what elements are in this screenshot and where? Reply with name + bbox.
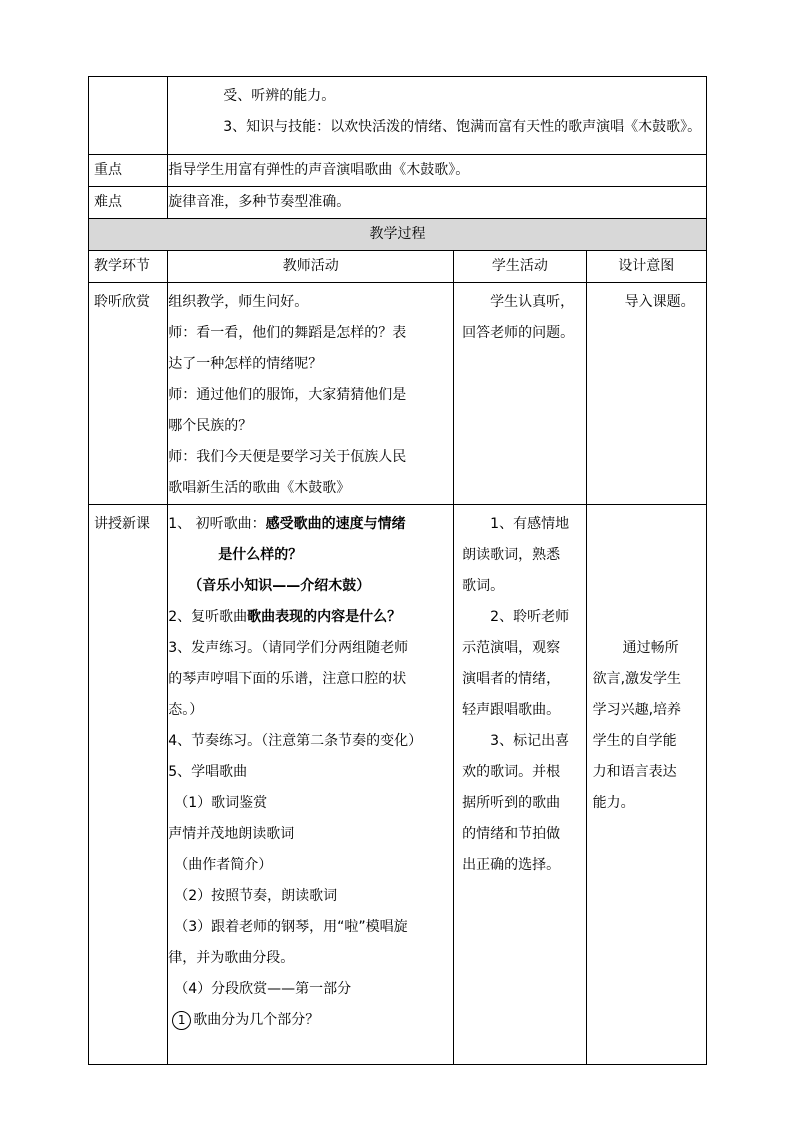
design-line: 学习兴趣,培养	[592, 702, 682, 718]
process-title-row	[89, 219, 707, 251]
step-3c: 态。）	[168, 702, 204, 718]
circled-number: 1	[172, 1011, 191, 1030]
step-5-1a: 声情并茂地朗读歌词	[168, 826, 295, 842]
goal-line-1: 受、听辨的能力。	[223, 88, 336, 104]
teacher-line: 师：看一看，他们的舞蹈是怎样的？表	[168, 325, 407, 341]
goal-line-2: 3、知识与技能：以欢快活泼的情绪、饱满而富有天性的歌声演唱《木鼓歌》。	[223, 119, 702, 135]
step-1-note: （音乐小知识——介绍木鼓）	[188, 578, 371, 594]
teacher-line: 师：通过他们的服饰，大家猜猜他们是	[168, 387, 407, 403]
step-5: 5、学唱歌曲	[168, 764, 248, 780]
new-lesson-stage: 讲授新课	[89, 505, 168, 1065]
listening-teacher-cell	[168, 283, 454, 505]
student-line: 回答老师的问题。	[462, 325, 575, 341]
student-line: 2、聆听老师	[490, 609, 570, 625]
student-line: 学生认真听，	[490, 294, 575, 310]
student-line: 轻声跟唱歌曲。	[462, 702, 561, 718]
step-5-3b: 律，并为歌曲分段。	[168, 950, 295, 966]
step-5-4: （4）分段欣赏——第一部分	[174, 981, 352, 997]
student-line: 朗读歌词，熟悉	[462, 547, 561, 563]
student-line: 欢的歌词。并根	[462, 764, 561, 780]
step-1-cont: 是什么样的？	[218, 547, 303, 563]
student-line: 3、标记出喜	[490, 733, 570, 749]
teacher-line: 组织教学，师生问好。	[168, 294, 309, 310]
difficulty-row	[89, 187, 707, 219]
step-5-1b: （曲作者简介）	[174, 857, 273, 873]
key-point-text: 指导学生用富有弹性的声音演唱歌曲《木鼓歌》。	[168, 155, 707, 187]
header-design: 设计意图	[586, 251, 706, 283]
student-line: 的情绪和节拍做	[462, 826, 561, 842]
design-line: 学生的自学能	[592, 733, 677, 749]
new-lesson-student-cell	[454, 505, 586, 1065]
step-3b: 的琴声哼唱下面的乐谱，注意口腔的状	[168, 671, 407, 687]
goals-row	[89, 77, 707, 155]
teacher-line: 师：我们今天便是要学习关于佤族人民	[168, 449, 407, 465]
student-line: 歌词。	[462, 578, 505, 594]
listening-row	[89, 283, 707, 505]
step-5-3: （3）跟着老师的钢琴，用“啦”模唱旋	[174, 919, 408, 935]
student-line: 1、有感情地	[490, 516, 570, 532]
teacher-line: 歌唱新生活的歌曲《木鼓歌》	[168, 480, 351, 496]
lesson-plan-table	[88, 76, 707, 1065]
listening-design-cell: 导入课题。	[586, 283, 706, 505]
step-5-4a: 1 歌曲分为几个部分？	[168, 1005, 453, 1036]
step-1: 1、 初听歌曲：感受歌曲的速度与情绪	[168, 516, 406, 532]
teacher-line: 达了一种怎样的情绪呢？	[168, 356, 323, 372]
header-row	[89, 251, 707, 283]
difficulty-label: 难点	[89, 187, 168, 219]
new-lesson-design-cell	[586, 505, 706, 1065]
step-5-1: （1）歌词鉴赏	[174, 795, 268, 811]
process-title: 教学过程	[89, 219, 707, 251]
student-line: 据所听到的歌曲	[462, 795, 561, 811]
key-point-label: 重点	[89, 155, 168, 187]
new-lesson-teacher-cell	[168, 505, 454, 1065]
difficulty-text: 旋律音准，多种节奏型准确。	[168, 187, 707, 219]
new-lesson-row	[89, 505, 707, 1065]
student-line: 出正确的选择。	[462, 857, 561, 873]
step-3a: 3、发声练习。（请同学们分两组随老师	[168, 640, 409, 656]
step-2: 2、复听歌曲歌曲表现的内容是什么？	[168, 609, 402, 625]
design-line: 欲言,激发学生	[592, 671, 682, 687]
goals-text-cell	[168, 77, 707, 155]
design-line: 通过畅所	[622, 640, 679, 656]
header-student: 学生活动	[454, 251, 586, 283]
step-4: 4、节奏练习。（注意第二条节奏的变化）	[168, 733, 423, 749]
header-teacher: 教师活动	[168, 251, 454, 283]
goals-label-cell	[89, 77, 168, 155]
listening-stage: 聆听欣赏	[89, 283, 168, 505]
listening-student-cell	[454, 283, 586, 505]
student-line: 演唱者的情绪，	[462, 671, 561, 687]
teacher-line: 哪个民族的？	[168, 418, 253, 434]
design-line: 力和语言表达	[592, 764, 677, 780]
student-line: 示范演唱，观察	[462, 640, 561, 656]
design-line: 能力。	[592, 795, 635, 811]
key-point-row	[89, 155, 707, 187]
header-stage: 教学环节	[89, 251, 168, 283]
step-5-2: （2）按照节奏，朗读歌词	[174, 888, 338, 904]
